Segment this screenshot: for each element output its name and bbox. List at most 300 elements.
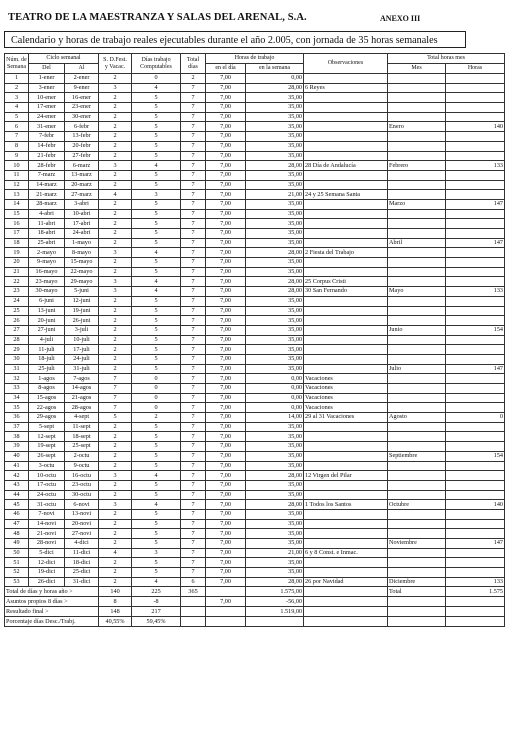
summary-observations (304, 617, 388, 627)
table-row (5, 83, 505, 93)
summary-month-label (388, 617, 446, 627)
cell-week-number: 46 (5, 509, 29, 519)
cell-hours-per-day: 7,00 (206, 354, 246, 364)
cell-date-to: 18-sept (65, 432, 99, 442)
cell-work-days: 0 (132, 393, 181, 403)
cell-date-to: 15-mayo (65, 258, 99, 268)
cell-total-days: 7 (181, 384, 206, 394)
cell-total-days: 7 (181, 180, 206, 190)
cell-date-to: 27-novi (65, 529, 99, 539)
cell-month-name (388, 461, 446, 471)
cell-total-days: 7 (181, 103, 206, 113)
cell-month-hours: 140 (446, 122, 505, 132)
cell-month-name: Junio (388, 325, 446, 335)
cell-days-off: 2 (99, 364, 132, 374)
cell-hours-per-day: 7,00 (206, 122, 246, 132)
cell-hours-per-day: 7,00 (206, 413, 246, 423)
table-row (5, 335, 505, 345)
cell-date-from: 10-octu (29, 471, 65, 481)
cell-week-number: 10 (5, 161, 29, 171)
cell-month-hours (446, 354, 505, 364)
cell-month-hours (446, 151, 505, 161)
cell-month-hours (446, 132, 505, 142)
cell-week-number: 14 (5, 199, 29, 209)
cell-month-name (388, 480, 446, 490)
cell-observations (304, 316, 388, 326)
cell-date-from: 26-sept (29, 451, 65, 461)
cell-week-number: 29 (5, 345, 29, 355)
cell-hours-per-week: 35,00 (246, 490, 304, 500)
cell-hours-per-week: 35,00 (246, 296, 304, 306)
cell-work-days: 3 (132, 190, 181, 200)
cell-date-from: 21-marz (29, 190, 65, 200)
cell-month-hours: 147 (446, 364, 505, 374)
cell-hours-per-week: 35,00 (246, 112, 304, 122)
table-row (5, 558, 505, 568)
cell-observations (304, 558, 388, 568)
summary-row (5, 617, 505, 627)
cell-month-hours (446, 490, 505, 500)
cell-date-from: 23-mayo (29, 277, 65, 287)
summary-hours-per-day: 7,00 (206, 597, 246, 607)
cell-hours-per-week: 28,00 (246, 248, 304, 258)
cell-week-number: 8 (5, 141, 29, 151)
cell-hours-per-day: 7,00 (206, 238, 246, 248)
cell-week-number: 5 (5, 112, 29, 122)
cell-week-number: 28 (5, 335, 29, 345)
cell-work-days: 4 (132, 500, 181, 510)
cell-work-days: 5 (132, 141, 181, 151)
cell-date-to: 19-juni (65, 306, 99, 316)
cell-week-number: 38 (5, 432, 29, 442)
cell-work-days: 0 (132, 374, 181, 384)
cell-total-days: 7 (181, 442, 206, 452)
cell-month-hours (446, 112, 505, 122)
cell-week-number: 33 (5, 384, 29, 394)
cell-days-off: 2 (99, 180, 132, 190)
cell-week-number: 37 (5, 422, 29, 432)
cell-observations (304, 306, 388, 316)
cell-hours-per-week: 0,00 (246, 384, 304, 394)
cell-week-number: 11 (5, 170, 29, 180)
cell-date-to: 16-ener (65, 93, 99, 103)
cell-date-from: 10-ener (29, 93, 65, 103)
table-row (5, 287, 505, 297)
cell-date-from: 26-dici (29, 577, 65, 587)
cell-days-off: 2 (99, 267, 132, 277)
table-row (5, 112, 505, 122)
cell-total-days: 2 (181, 74, 206, 84)
table-row (5, 277, 505, 287)
cell-observations (304, 335, 388, 345)
table-row (5, 568, 505, 578)
cell-observations (304, 199, 388, 209)
cell-hours-per-week: 28,00 (246, 471, 304, 481)
table-row (5, 500, 505, 510)
summary-row (5, 597, 505, 607)
cell-month-hours (446, 374, 505, 384)
cell-hours-per-week: 35,00 (246, 141, 304, 151)
cell-date-to: 30-ener (65, 112, 99, 122)
table-row (5, 422, 505, 432)
cell-hours-per-week: 35,00 (246, 93, 304, 103)
summary-month-label (388, 607, 446, 617)
cell-work-days: 5 (132, 267, 181, 277)
cell-month-name (388, 170, 446, 180)
cell-month-hours (446, 296, 505, 306)
table-row (5, 132, 505, 142)
cell-total-days: 7 (181, 325, 206, 335)
cell-work-days: 5 (132, 209, 181, 219)
cell-hours-per-week: 35,00 (246, 509, 304, 519)
cell-total-days: 7 (181, 151, 206, 161)
cell-total-days: 7 (181, 539, 206, 549)
cell-observations: 2 Fiesta del Trabajo (304, 248, 388, 258)
summary-row (5, 587, 505, 597)
cell-days-off: 3 (99, 277, 132, 287)
cell-month-name: Septiembre (388, 451, 446, 461)
table-row (5, 451, 505, 461)
cell-month-hours (446, 219, 505, 229)
table-row (5, 199, 505, 209)
cell-month-hours (446, 190, 505, 200)
cell-date-to: 13-novi (65, 509, 99, 519)
cell-hours-per-week: 28,00 (246, 577, 304, 587)
cell-observations: Vacaciones (304, 384, 388, 394)
cell-date-to: 11-dici (65, 548, 99, 558)
cell-work-days: 5 (132, 170, 181, 180)
summary-hours: 1.575,00 (246, 587, 304, 597)
cell-week-number: 43 (5, 480, 29, 490)
cell-month-hours (446, 335, 505, 345)
cell-week-number: 45 (5, 500, 29, 510)
cell-total-days: 7 (181, 335, 206, 345)
cell-hours-per-day: 7,00 (206, 170, 246, 180)
cell-month-name (388, 442, 446, 452)
table-row (5, 248, 505, 258)
cell-date-from: 11-abri (29, 219, 65, 229)
cell-month-hours: 133 (446, 287, 505, 297)
cell-week-number: 42 (5, 471, 29, 481)
cell-observations (304, 74, 388, 84)
table-row (5, 306, 505, 316)
cell-total-days: 7 (181, 509, 206, 519)
cell-observations (304, 442, 388, 452)
cell-month-name (388, 219, 446, 229)
cell-date-to: 26-juni (65, 316, 99, 326)
cell-week-number: 40 (5, 451, 29, 461)
cell-month-name (388, 316, 446, 326)
cell-hours-per-day: 7,00 (206, 93, 246, 103)
cell-work-days: 5 (132, 316, 181, 326)
cell-work-days: 5 (132, 558, 181, 568)
cell-hours-per-week: 35,00 (246, 451, 304, 461)
cell-month-hours (446, 74, 505, 84)
cell-month-hours (446, 432, 505, 442)
cell-date-to: 9-octu (65, 461, 99, 471)
cell-date-from: 29-agos (29, 413, 65, 423)
cell-work-days: 5 (132, 451, 181, 461)
header-row-1 (5, 54, 505, 64)
cell-observations (304, 461, 388, 471)
cell-work-days: 5 (132, 480, 181, 490)
company-title: TEATRO DE LA MAESTRANZA Y SALAS DEL ARENAL, S.A. (8, 12, 307, 23)
table-row (5, 316, 505, 326)
cell-days-off: 2 (99, 354, 132, 364)
cell-observations (304, 170, 388, 180)
cell-date-from: 22-agos (29, 403, 65, 413)
table-row (5, 509, 505, 519)
cell-observations (304, 122, 388, 132)
cell-days-off: 3 (99, 248, 132, 258)
cell-hours-per-day: 7,00 (206, 190, 246, 200)
col-sdfest-header: S. D.Fest. y Vacac. (99, 54, 132, 74)
cell-days-off: 2 (99, 480, 132, 490)
cell-date-from: 24-octu (29, 490, 65, 500)
table-row (5, 432, 505, 442)
cell-date-from: 30-mayo (29, 287, 65, 297)
cell-date-to: 3-abri (65, 199, 99, 209)
cell-hours-per-week: 14,00 (246, 413, 304, 423)
cell-date-to: 5-juni (65, 287, 99, 297)
cell-days-off: 2 (99, 432, 132, 442)
cell-hours-per-week: 35,00 (246, 461, 304, 471)
cell-month-name (388, 568, 446, 578)
cell-hours-per-week: 0,00 (246, 393, 304, 403)
cell-month-name: Julio (388, 364, 446, 374)
cell-hours-per-day: 7,00 (206, 519, 246, 529)
summary-work-days: 225 (132, 587, 181, 597)
cell-total-days: 7 (181, 471, 206, 481)
table-row (5, 74, 505, 84)
cell-work-days: 5 (132, 112, 181, 122)
cell-date-to: 27-febr (65, 151, 99, 161)
col-ciclo-header: Ciclo semanal (29, 54, 99, 64)
cell-days-off: 2 (99, 529, 132, 539)
cell-hours-per-day: 7,00 (206, 548, 246, 558)
cell-date-to: 23-ener (65, 103, 99, 113)
cell-work-days: 5 (132, 432, 181, 442)
col-en-dia-header: en el día (206, 64, 246, 74)
summary-work-days: 217 (132, 607, 181, 617)
cell-date-to: 2-octu (65, 451, 99, 461)
table-row (5, 325, 505, 335)
cell-days-off: 2 (99, 461, 132, 471)
cell-hours-per-week: 21,00 (246, 548, 304, 558)
cell-month-hours (446, 529, 505, 539)
cell-month-hours (446, 442, 505, 452)
table-row (5, 374, 505, 384)
cell-work-days: 5 (132, 364, 181, 374)
table-row (5, 93, 505, 103)
col-en-semana-header: en la semana (246, 64, 304, 74)
cell-date-from: 7-febr (29, 132, 65, 142)
cell-date-from: 12-dici (29, 558, 65, 568)
cell-days-off: 3 (99, 500, 132, 510)
cell-observations (304, 132, 388, 142)
cell-month-name (388, 345, 446, 355)
cell-hours-per-week: 35,00 (246, 529, 304, 539)
cell-hours-per-week: 35,00 (246, 354, 304, 364)
cell-date-to: 14-agos (65, 384, 99, 394)
table-row (5, 480, 505, 490)
cell-observations (304, 432, 388, 442)
cell-month-name (388, 354, 446, 364)
cell-days-off: 2 (99, 170, 132, 180)
cell-week-number: 25 (5, 306, 29, 316)
table-row (5, 442, 505, 452)
cell-hours-per-day: 7,00 (206, 180, 246, 190)
cell-hours-per-day: 7,00 (206, 422, 246, 432)
cell-days-off: 2 (99, 93, 132, 103)
cell-total-days: 7 (181, 287, 206, 297)
cell-hours-per-day: 7,00 (206, 364, 246, 374)
cell-hours-per-day: 7,00 (206, 384, 246, 394)
cell-month-name (388, 190, 446, 200)
cell-days-off: 2 (99, 539, 132, 549)
cell-month-name (388, 180, 446, 190)
cell-month-name: Octubre (388, 500, 446, 510)
cell-observations (304, 539, 388, 549)
summary-month-hours (446, 607, 505, 617)
cell-hours-per-day: 7,00 (206, 529, 246, 539)
table-row (5, 490, 505, 500)
cell-date-to: 27-marz (65, 190, 99, 200)
cell-total-days: 6 (181, 577, 206, 587)
cell-hours-per-day: 7,00 (206, 500, 246, 510)
cell-hours-per-day: 7,00 (206, 141, 246, 151)
cell-date-from: 25-juli (29, 364, 65, 374)
cell-days-off: 2 (99, 558, 132, 568)
cell-week-number: 47 (5, 519, 29, 529)
summary-month-hours: 1.575 (446, 587, 505, 597)
cell-hours-per-week: 35,00 (246, 568, 304, 578)
cell-date-to: 6-novi (65, 500, 99, 510)
cell-date-from: 5-sept (29, 422, 65, 432)
cell-work-days: 5 (132, 122, 181, 132)
cell-hours-per-week: 35,00 (246, 364, 304, 374)
cell-month-name: Mayo (388, 287, 446, 297)
summary-label: Porcentaje días Desc./Trabj. (5, 617, 99, 627)
summary-work-days: 59,45% (132, 617, 181, 627)
cell-month-hours (446, 471, 505, 481)
cell-month-hours (446, 422, 505, 432)
cell-observations: 12 Virgen del Pilar (304, 471, 388, 481)
cell-month-name (388, 529, 446, 539)
cell-date-to: 18-dici (65, 558, 99, 568)
cell-total-days: 7 (181, 141, 206, 151)
cell-date-to: 31-dici (65, 577, 99, 587)
cell-hours-per-day: 7,00 (206, 161, 246, 171)
cell-hours-per-week: 28,00 (246, 287, 304, 297)
col-num-header: Núm. de Semana (5, 54, 29, 74)
summary-hours (246, 617, 304, 627)
cell-hours-per-week: 35,00 (246, 558, 304, 568)
cell-observations (304, 325, 388, 335)
cell-observations (304, 112, 388, 122)
cell-days-off: 4 (99, 190, 132, 200)
cell-total-days: 7 (181, 548, 206, 558)
cell-week-number: 6 (5, 122, 29, 132)
cell-date-to: 10-juli (65, 335, 99, 345)
cell-total-days: 7 (181, 529, 206, 539)
cell-hours-per-week: 28,00 (246, 83, 304, 93)
cell-hours-per-day: 7,00 (206, 132, 246, 142)
table-row (5, 519, 505, 529)
cell-month-hours: 154 (446, 451, 505, 461)
cell-month-name: Febrero (388, 161, 446, 171)
cell-date-to: 9-ener (65, 83, 99, 93)
cell-hours-per-week: 35,00 (246, 306, 304, 316)
cell-work-days: 5 (132, 519, 181, 529)
cell-days-off: 2 (99, 209, 132, 219)
cell-observations (304, 529, 388, 539)
cell-date-from: 16-mayo (29, 267, 65, 277)
cell-hours-per-day: 7,00 (206, 374, 246, 384)
summary-row (5, 607, 505, 617)
cell-observations (304, 209, 388, 219)
cell-date-from: 8-agos (29, 384, 65, 394)
cell-observations (304, 267, 388, 277)
cell-hours-per-week: 0,00 (246, 374, 304, 384)
cell-week-number: 27 (5, 325, 29, 335)
cell-month-name (388, 277, 446, 287)
cell-week-number: 35 (5, 403, 29, 413)
cell-month-hours: 147 (446, 539, 505, 549)
cell-month-hours (446, 519, 505, 529)
cell-hours-per-week: 35,00 (246, 422, 304, 432)
cell-month-name (388, 248, 446, 258)
table-row (5, 529, 505, 539)
cell-month-hours: 147 (446, 199, 505, 209)
cell-work-days: 5 (132, 354, 181, 364)
cell-work-days: 2 (132, 413, 181, 423)
cell-week-number: 20 (5, 258, 29, 268)
cell-hours-per-day: 7,00 (206, 316, 246, 326)
summary-hours: -56,00 (246, 597, 304, 607)
cell-hours-per-day: 7,00 (206, 432, 246, 442)
cell-days-off: 7 (99, 384, 132, 394)
cell-observations (304, 354, 388, 364)
cell-month-name (388, 490, 446, 500)
cell-hours-per-day: 7,00 (206, 345, 246, 355)
cell-total-days: 7 (181, 132, 206, 142)
cell-hours-per-day: 7,00 (206, 490, 246, 500)
cell-date-from: 27-juni (29, 325, 65, 335)
cell-date-from: 20-juni (29, 316, 65, 326)
cell-date-to: 25-dici (65, 568, 99, 578)
cell-observations (304, 93, 388, 103)
cell-date-from: 14-febr (29, 141, 65, 151)
cell-month-name (388, 384, 446, 394)
cell-hours-per-week: 35,00 (246, 325, 304, 335)
table-row (5, 577, 505, 587)
cell-total-days: 7 (181, 267, 206, 277)
cell-hours-per-week: 35,00 (246, 219, 304, 229)
summary-hours: 1.519,00 (246, 607, 304, 617)
cell-hours-per-day: 7,00 (206, 568, 246, 578)
cell-hours-per-week: 35,00 (246, 345, 304, 355)
cell-month-hours: 140 (446, 500, 505, 510)
cell-week-number: 9 (5, 151, 29, 161)
cell-days-off: 2 (99, 296, 132, 306)
document-subtitle: Calendario y horas de trabajo reales ejecutables durante el año 2.005, con jornada de 35 horas semanales (4, 31, 466, 48)
cell-total-days: 7 (181, 209, 206, 219)
cell-date-from: 7-marz (29, 170, 65, 180)
cell-work-days: 5 (132, 442, 181, 452)
cell-hours-per-day: 7,00 (206, 480, 246, 490)
cell-date-to: 20-febr (65, 141, 99, 151)
